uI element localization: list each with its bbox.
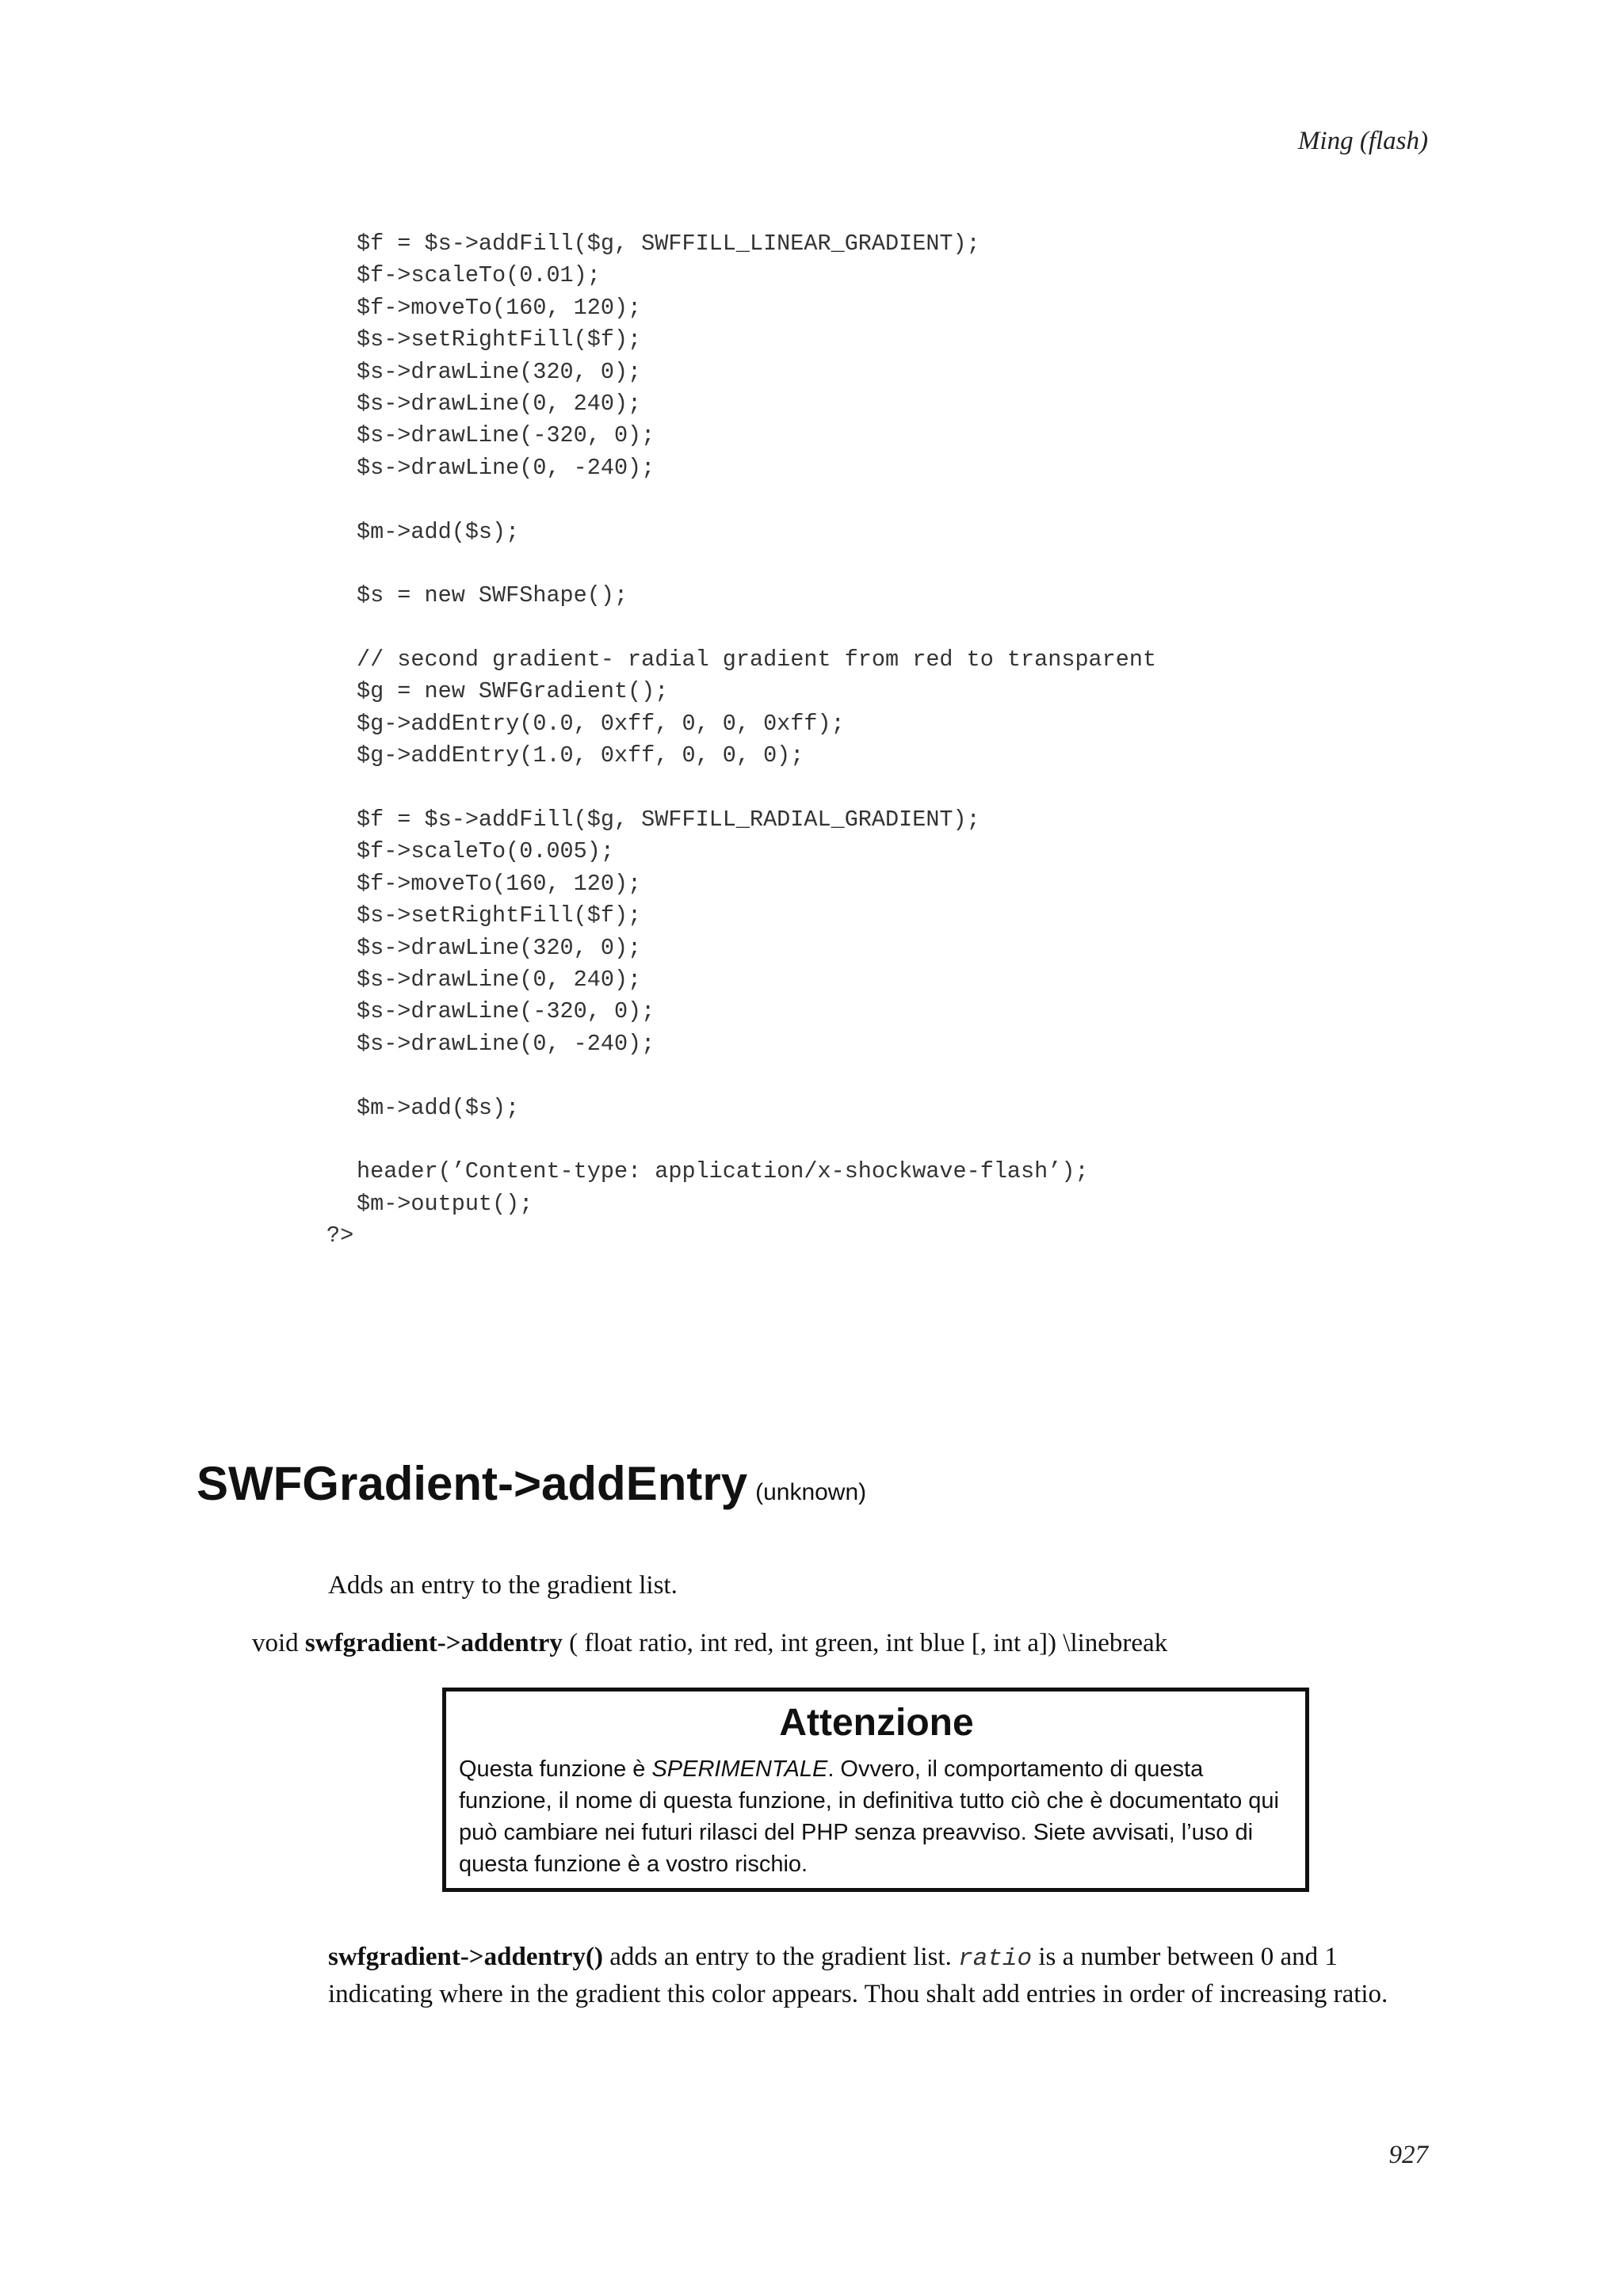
code-line — [327, 548, 1156, 580]
code-listing — [327, 228, 1156, 1253]
code-line: $s = new SWFShape(); — [357, 582, 628, 609]
page-number: 927 — [1388, 2141, 1428, 2169]
code-line: $s->drawLine(-320, 0); — [357, 998, 655, 1025]
code-line: $g = new SWFGradient(); — [357, 678, 669, 705]
code-line: $m->add($s); — [357, 1094, 520, 1121]
description-text-2: is a number between 0 and 1 indicating where in the gradient this color appears. Thou shalt add entries in order of increasing ratio. — [328, 1943, 1388, 2008]
code-line: $f = $s->addFill($g, SWFFILL_LINEAR_GRADIENT); — [357, 231, 980, 257]
code-line: $s->drawLine(320, 0); — [357, 934, 642, 961]
code-line: $m->output(); — [357, 1190, 533, 1217]
function-purpose: Adds an entry to the gradient list. — [328, 1571, 678, 1600]
warning-title: Attenzione — [779, 1702, 974, 1744]
code-line: // second gradient- radial gradient from red to transparent — [357, 646, 1157, 673]
code-line: $f = $s->addFill($g, SWFFILL_RADIAL_GRADIENT); — [357, 807, 980, 833]
running-header: Ming (flash) — [1297, 127, 1428, 155]
warning-box — [442, 1688, 1309, 1892]
synopsis-params: ( float ratio, int red, int green, int blue [, int a]) \linebreak — [562, 1629, 1168, 1657]
function-title: SWFGradient->addEntry — [197, 1457, 748, 1510]
code-line: header(’Content-type: application/x-shockwave-flash’); — [357, 1158, 1089, 1185]
section-heading — [197, 1456, 866, 1511]
function-synopsis — [252, 1629, 1167, 1658]
description-paragraph — [328, 1939, 1438, 2012]
synopsis-function-name: swfgradient->addentry — [304, 1629, 563, 1657]
code-closing-tag: ?> — [327, 1222, 354, 1249]
code-line — [327, 484, 1156, 516]
code-line: $s->drawLine(0, 240); — [357, 390, 642, 417]
return-type: void — [252, 1629, 305, 1657]
code-line: $f->scaleTo(0.005); — [357, 838, 614, 865]
code-line: $g->addEntry(0.0, 0xff, 0, 0, 0xff); — [357, 710, 845, 737]
code-line: $f->moveTo(160, 120); — [357, 870, 642, 897]
code-line: $s->setRightFill($f); — [357, 326, 642, 353]
warning-text-end: . Ovvero, il comportamento di questa funzione, il nome di questa funzione, in definitiva tutto ciò che è documentato qui può cambiare nei futuri rilasci del PHP senza preavviso. Siete avvisati, l’uso di questa funzione è a vostro rischio. — [459, 1756, 1279, 1877]
parameter-name: ratio — [958, 1945, 1033, 1973]
code-line: $g->addEntry(1.0, 0xff, 0, 0, 0); — [357, 742, 804, 769]
code-line — [327, 772, 1156, 804]
code-line: $f->moveTo(160, 120); — [357, 294, 642, 321]
code-line — [327, 612, 1156, 644]
code-line: $s->drawLine(0, -240); — [357, 454, 655, 481]
version-note: (unknown) — [755, 1479, 867, 1505]
warning-emphasis: SPERIMENTALE — [651, 1756, 828, 1782]
code-line: $s->drawLine(0, 240); — [357, 966, 642, 993]
code-line: $f->scaleTo(0.01); — [357, 262, 601, 289]
code-line — [327, 1060, 1156, 1092]
code-line — [327, 1124, 1156, 1156]
code-line: $s->drawLine(-320, 0); — [357, 422, 655, 449]
description-function-name: swfgradient->addentry() — [328, 1943, 603, 1971]
code-line: $s->setRightFill($f); — [357, 902, 642, 929]
code-line: $s->drawLine(320, 0); — [357, 358, 642, 385]
warning-text-start: Questa funzione è — [459, 1756, 652, 1782]
description-text-1: adds an entry to the gradient list. — [602, 1943, 959, 1971]
code-line: $m->add($s); — [357, 518, 520, 545]
code-line: $s->drawLine(0, -240); — [357, 1030, 655, 1057]
warning-text — [459, 1753, 1294, 1880]
